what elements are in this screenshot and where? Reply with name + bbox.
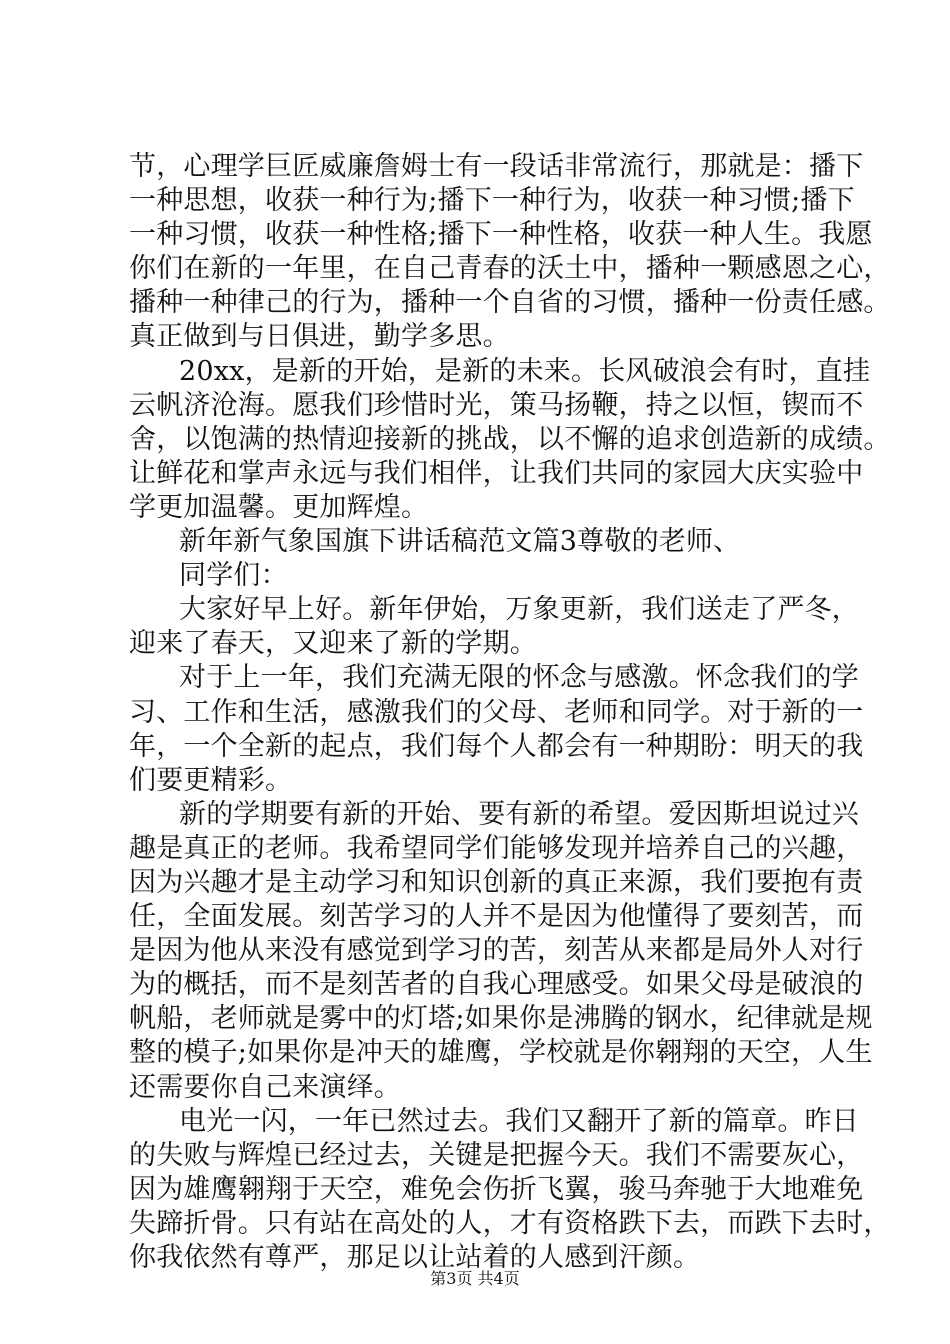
text-line: 为的概括，而不是刻苦者的自我心理感受。如果父母是破浪的 bbox=[129, 969, 864, 1001]
text-line: 电光一闪，一年已然过去。我们又翻开了新的篇章。昨日 bbox=[179, 1105, 859, 1137]
text-line: 播种一种律己的行为，播种一个自省的习惯，播种一份责任感。 bbox=[129, 287, 891, 319]
text-line: 一种习惯，收获一种性格;播下一种性格，收获一种人生。我愿 bbox=[129, 219, 873, 251]
page-footer bbox=[0, 1269, 950, 1289]
text-line: 迎来了春天，又迎来了新的学期。 bbox=[129, 628, 537, 660]
text-line: 20xx，是新的开始，是新的未来。长风破浪会有时，直挂 bbox=[179, 355, 871, 387]
text-line: 任，全面发展。刻苦学习的人并不是因为他懂得了要刻苦，而 bbox=[129, 901, 864, 933]
text-line: 还需要你自己来演绎。 bbox=[129, 1071, 401, 1103]
text-line: 失蹄折骨。只有站在高处的人，才有资格跌下去，而跌下去时， bbox=[129, 1207, 891, 1239]
text-line: 你我依然有尊严，那足以让站着的人感到汗颜。 bbox=[129, 1242, 701, 1273]
page-number-label: 第3页 共4页 bbox=[430, 1269, 520, 1288]
text-line: 云帆济沧海。愿我们珍惜时光，策马扬鞭，持之以恒，锲而不 bbox=[129, 389, 864, 421]
text-line: 对于上一年，我们充满无限的怀念与感激。怀念我们的学 bbox=[179, 662, 859, 694]
text-line: 年，一个全新的起点，我们每个人都会有一种期盼：明天的我 bbox=[129, 730, 864, 762]
text-line: 新的学期要有新的开始、要有新的希望。爱因斯坦说过兴 bbox=[179, 798, 859, 830]
text-line: 节，心理学巨匠威廉詹姆士有一段话非常流行，那就是：播下 bbox=[129, 151, 864, 182]
text-line: 整的模子;如果你是冲天的雄鹰，学校就是你翱翔的天空，人生 bbox=[129, 1037, 873, 1069]
text-line: 是因为他从来没有感觉到学习的苦，刻苦从来都是局外人对行 bbox=[129, 935, 864, 967]
text-line: 趣是真正的老师。我希望同学们能够发现并培养自己的兴趣， bbox=[129, 832, 864, 864]
text-line: 舍，以饱满的热情迎接新的挑战，以不懈的追求创造新的成绩。 bbox=[129, 423, 891, 455]
text-line: 你们在新的一年里，在自己青春的沃土中，播种一颗感恩之心， bbox=[129, 253, 891, 285]
text-line: 学更加温馨。更加辉煌。 bbox=[129, 491, 429, 523]
text-line: 大家好早上好。新年伊始，万象更新，我们送走了严冬， bbox=[179, 594, 859, 626]
text-line: 因为兴趣才是主动学习和知识创新的真正来源，我们要抱有责 bbox=[129, 866, 864, 898]
text-line: 的失败与辉煌已经过去，关键是把握今天。我们不需要灰心， bbox=[129, 1139, 864, 1171]
text-line: 帆船，老师就是雾中的灯塔;如果你是沸腾的钢水，纪律就是规 bbox=[129, 1003, 873, 1035]
text-line: 一种思想，收获一种行为;播下一种行为，收获一种习惯;播下 bbox=[129, 185, 855, 217]
text-line: 让鲜花和掌声永远与我们相伴，让我们共同的家园大庆实验中 bbox=[129, 457, 864, 489]
text-line: 因为雄鹰翱翔于天空，难免会伤折飞翼，骏马奔驰于大地难免 bbox=[129, 1173, 864, 1205]
text-line: 真正做到与日俱进，勤学多思。 bbox=[129, 321, 510, 353]
salutation-line: 同学们： bbox=[179, 560, 288, 592]
section-heading-line: 新年新气象国旗下讲话稿范文篇3尊敬的老师、 bbox=[179, 526, 741, 558]
body-text bbox=[129, 150, 891, 1275]
text-line: 们要更精彩。 bbox=[129, 764, 293, 796]
text-line: 习、工作和生活，感激我们的父母、老师和同学。对于新的一 bbox=[129, 696, 864, 728]
